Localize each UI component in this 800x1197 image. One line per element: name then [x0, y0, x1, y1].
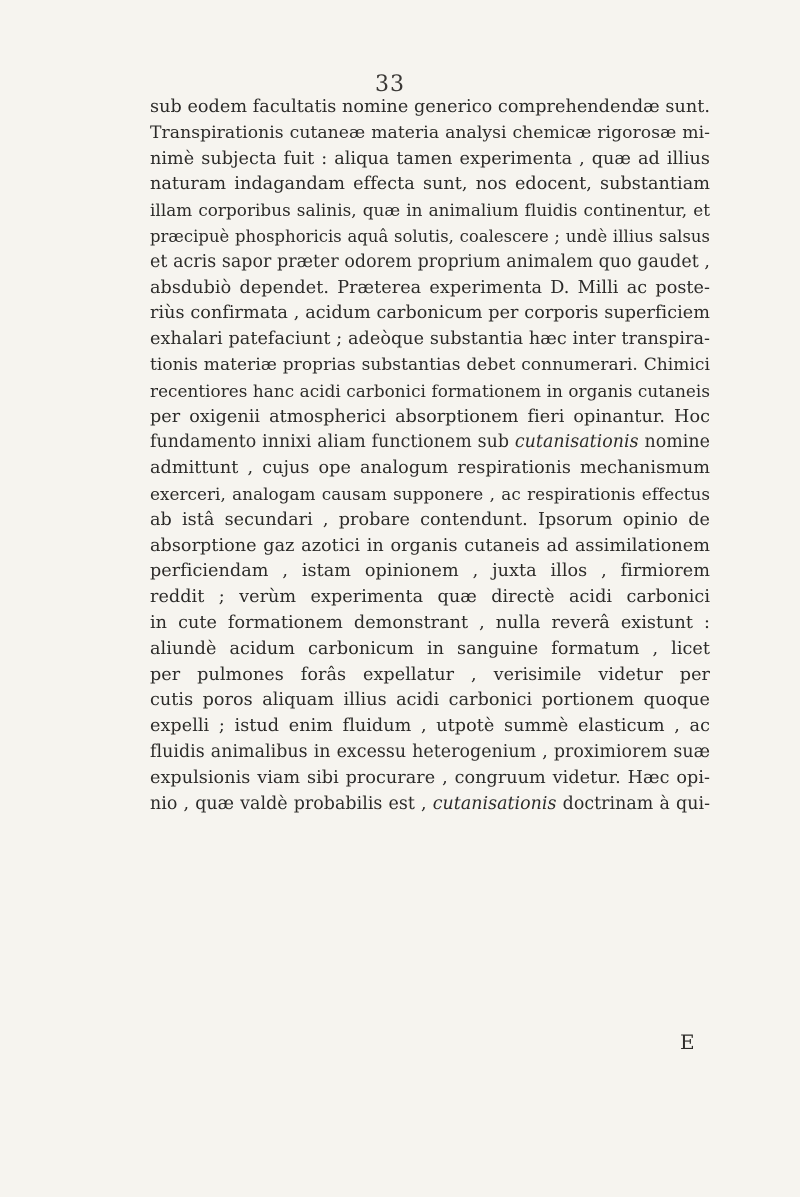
page-number: 33 [375, 72, 405, 97]
text-segment: nomine [638, 432, 710, 453]
text-line: absorptione gaz azotici in organis cutaneis ad assimilationem [150, 535, 710, 556]
italic-term: cutanisationis [514, 432, 639, 453]
text-line: admittunt , cujus ope analogum respirationis mechanismum [150, 458, 710, 479]
text-line: nimè subjecta fuit : aliqua tamen experimenta , quæ ad illius [150, 148, 710, 169]
text-line [150, 430, 710, 456]
text-line [150, 792, 710, 818]
text-line: exerceri, analogam causam supponere , ac respirationis effectus [150, 483, 710, 504]
text-line: sub eodem facultatis nomine generico comprehendendæ sunt. [150, 97, 710, 117]
signature-mark: E [680, 1030, 695, 1054]
text-line: aliundè acidum carbonicum in sanguine formatum , licet [150, 638, 710, 659]
text-segment: fundamento innixi aliam functionem sub [150, 432, 515, 453]
body-text [150, 95, 710, 817]
text-line: Transpirationis cutaneæ materia analysi chemicæ rigorosæ mi- [150, 122, 710, 143]
text-line: illam corporibus salinis, quæ in animalium fluidis continentur, et [150, 200, 710, 221]
text-line: expelli ; istud enim fluidum , utpotè summè elasticum , ac [150, 716, 710, 737]
text-line: cutis poros aliquam illius acidi carbonici portionem quoque [150, 690, 710, 711]
text-line: præcipuè phosphoricis aquâ solutis, coalescere ; undè illius salsus [150, 226, 710, 246]
text-line: per pulmones forâs expellatur , verisimile videtur per [150, 664, 710, 685]
text-line: riùs confirmata , acidum carbonicum per corporis superficiem [150, 303, 710, 324]
italic-term: cutanisationis [432, 793, 557, 814]
text-line: reddit ; verùm experimenta quæ directè acidi carbonici [150, 587, 710, 608]
text-line: absdubiò dependet. Præterea experimenta D. Milli ac poste- [150, 277, 710, 298]
text-segment: nio , quæ valdè probabilis est , [150, 793, 433, 814]
text-line: tionis materiæ proprias substantias debet connumerari. Chimici [150, 354, 710, 375]
text-line: naturam indagandam effecta sunt, nos edocent, substantiam [150, 174, 710, 195]
text-line: fluidis animalibus in excessu heterogenium , proximiorem suæ [150, 741, 710, 762]
text-line: perficiendam , istam opinionem , juxta illos , firmiorem [150, 561, 710, 582]
text-segment: doctrinam à qui- [556, 793, 710, 814]
text-line: expulsionis viam sibi procurare , congruum videtur. Hæc opi- [150, 767, 710, 788]
text-line: exhalari patefaciunt ; adeòque substantia hæc inter transpira- [150, 329, 710, 350]
text-line: in cute formationem demonstrant , nulla reverâ existunt : [150, 612, 710, 633]
text-line: ab istâ secundari , probare contendunt. Ipsorum opinio de [150, 509, 710, 530]
text-line: recentiores hanc acidi carbonici formationem in organis cutaneis [150, 380, 710, 401]
text-line: et acris sapor præter odorem proprium animalem quo gaudet , [150, 251, 710, 272]
text-line: per oxigenii atmospherici absorptionem fieri opinantur. Hoc [150, 406, 710, 427]
